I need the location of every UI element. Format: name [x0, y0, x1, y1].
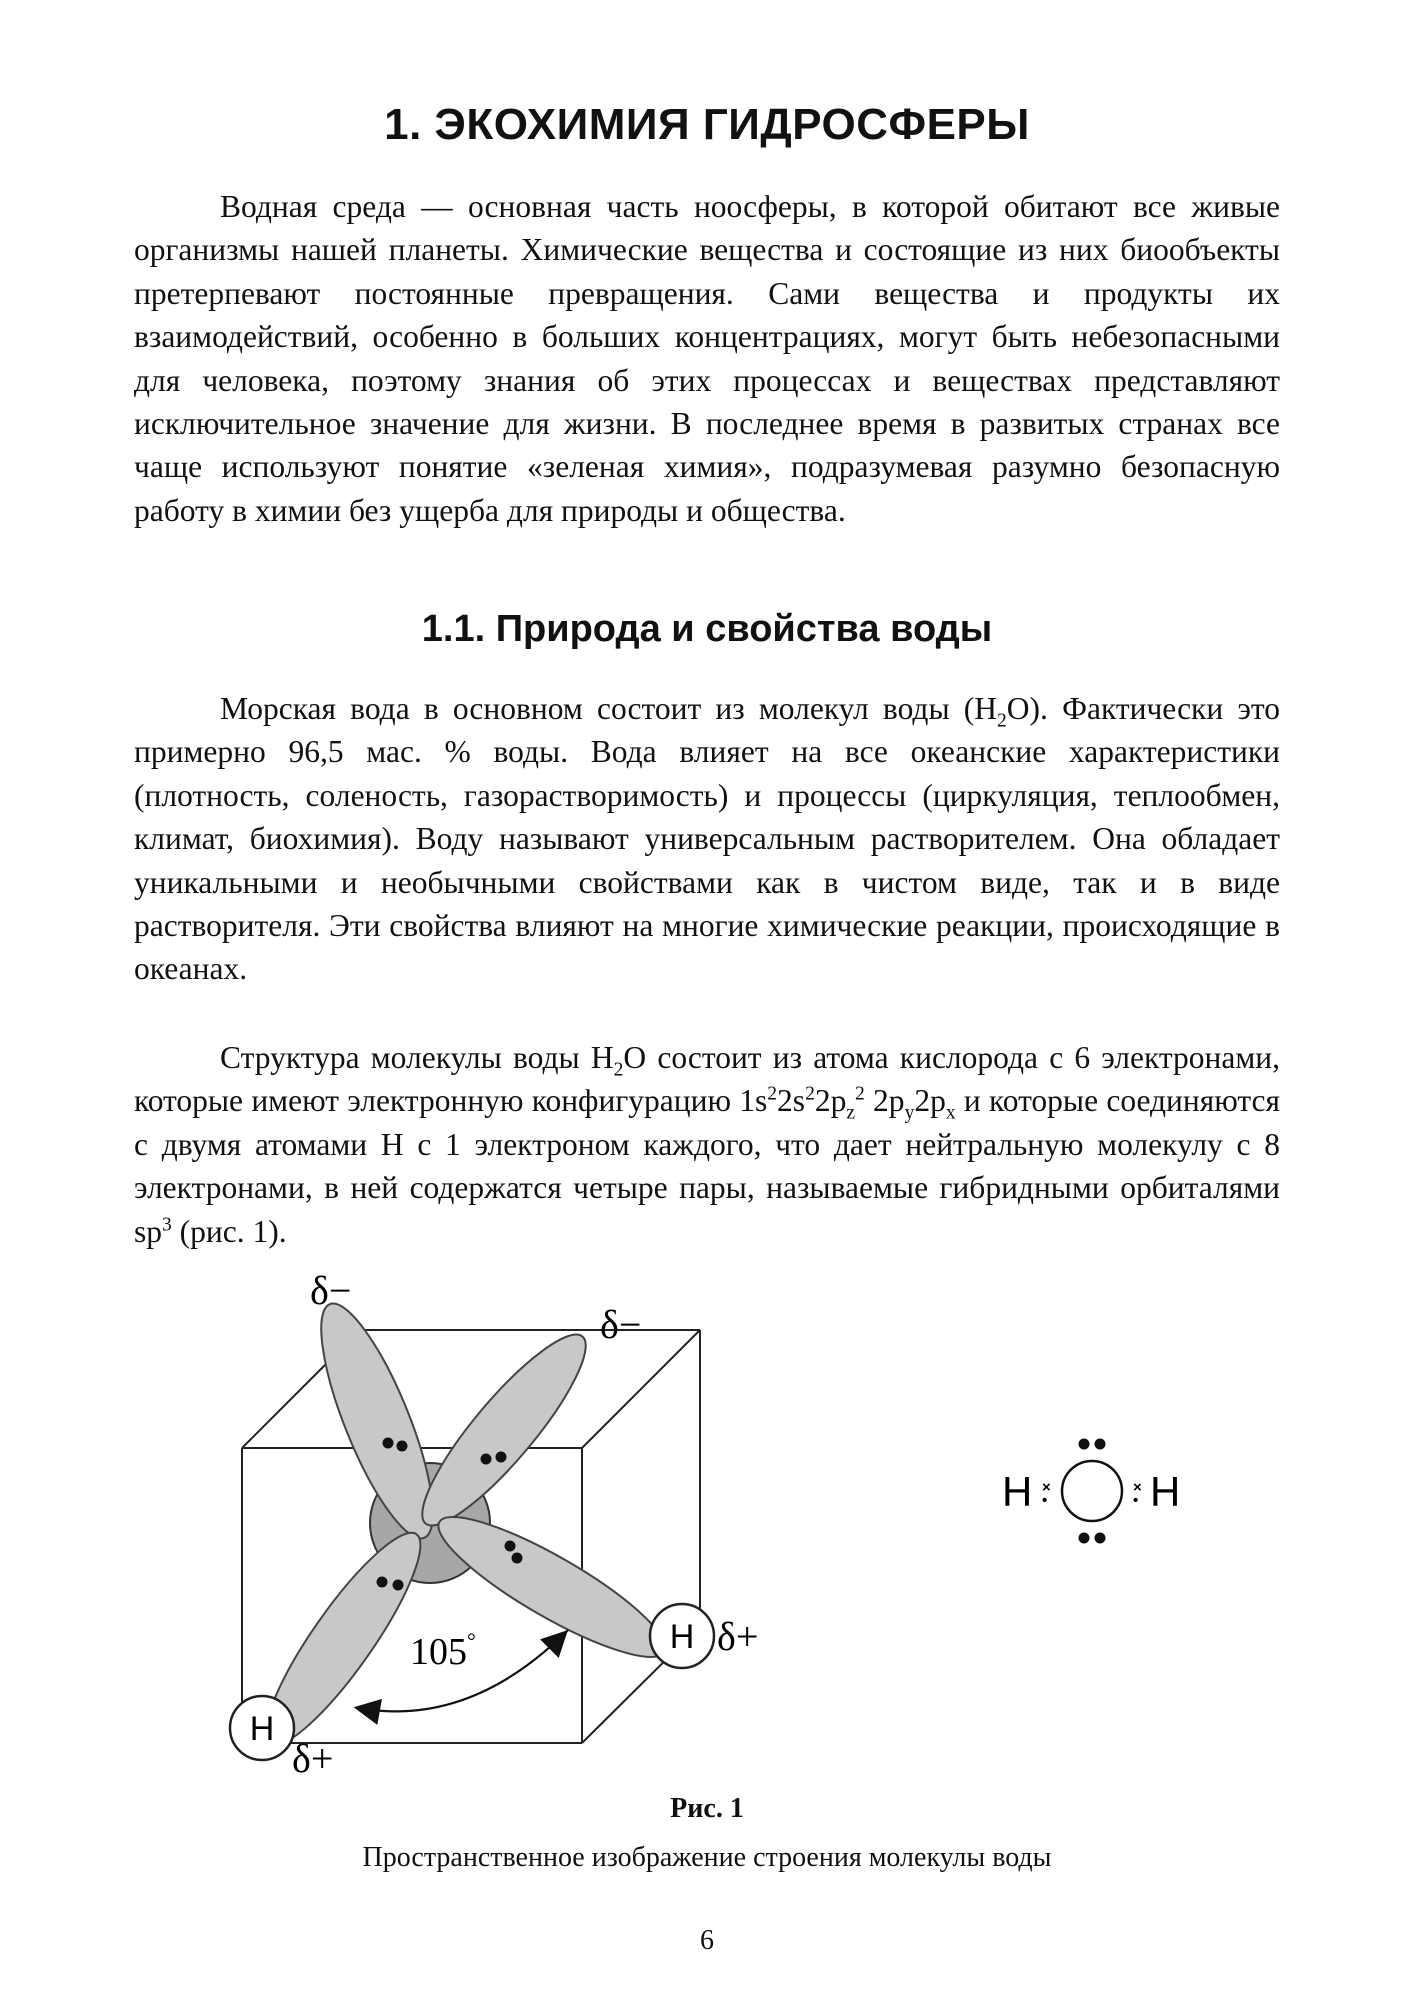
text-run: 2p	[814, 1083, 847, 1119]
text-run: (рис. 1).	[171, 1213, 287, 1249]
lewis-bond-electrons-left: ×	[1042, 1479, 1051, 1496]
text-run: 2p	[864, 1083, 905, 1119]
page-number: 6	[700, 1925, 714, 1956]
lewis-right-hydrogen: H	[1150, 1468, 1181, 1515]
superscript: 2	[805, 1083, 815, 1105]
section-title: 1.1. Природа и свойства воды	[421, 608, 993, 650]
chapter-title: 1. ЭКОХИМИЯ ГИДРОСФЕРЫ	[384, 100, 1030, 149]
text-run: и которые соединяются с двумя атомами H с 1 электроном каждого, что дает нейтральную молекулу с 8 электронами, в ней содержатся четыре пары, называемые гибридными орбиталями sp	[134, 1083, 1281, 1249]
water-properties-paragraph	[134, 687, 1280, 991]
figure-number: Рис. 1	[670, 1793, 744, 1824]
subscript: 2	[613, 1059, 624, 1081]
superscript: 3	[162, 1214, 172, 1236]
text-run: O). Фактически это примерно 96,5 мас. % воды. Вода влияет на все океанские характеристики (плотность, соленость, газорастворимость) и процессы (циркуляция, теплообмен, климат, биохимия). Воду называют универсальным растворителем. Она обладает уникальными и необычными свойствами как в чистом виде, так и в виде растворителя. Эти свойства влияют на многие химические реакции, происходящие в океанах.	[134, 691, 1280, 987]
lewis-bond-electrons-right: •	[1133, 1492, 1139, 1509]
lewis-structure	[1002, 1439, 1180, 1544]
text-run: 2p	[914, 1083, 946, 1119]
molecule-structure-paragraph	[134, 1036, 1280, 1253]
subscript: x	[945, 1102, 956, 1124]
lewis-bond-electrons-right: ×	[1133, 1479, 1142, 1496]
charge-label-right-hydrogen: δ+	[717, 1614, 759, 1659]
text-run: O состоит из атома кислорода с 6 электронами, которые имеют электронную конфигурацию 1s	[134, 1040, 1280, 1119]
charge-label-top-left: δ−	[310, 1268, 352, 1313]
text-run: 2s	[777, 1083, 806, 1119]
superscript: 2	[855, 1083, 865, 1105]
bond-angle-label: 105°	[410, 1628, 476, 1673]
charge-label-top-right: δ−	[600, 1302, 642, 1347]
hydrogen-label-right: H	[669, 1618, 695, 1656]
lewis-bond-electrons-left: •	[1042, 1492, 1048, 1509]
orbital-lobe-top-right	[403, 1317, 606, 1542]
hydrogen-label-left: H	[249, 1710, 275, 1748]
subscript: y	[904, 1102, 915, 1124]
text-run: Структура молекулы воды H	[220, 1040, 614, 1075]
lewis-oxygen-circle	[1062, 1461, 1122, 1521]
lewis-left-hydrogen: H	[1002, 1468, 1033, 1515]
text-run: Морская вода в основном состоит из молекул воды (H	[220, 691, 998, 726]
subscript: 2	[997, 710, 1007, 732]
charge-label-left-hydrogen: δ+	[292, 1736, 334, 1778]
superscript: 2	[767, 1083, 778, 1105]
water-molecule-figure	[220, 1258, 1200, 1778]
subscript: z	[846, 1102, 855, 1124]
figure-caption: Пространственное изображение строения молекулы воды	[362, 1842, 1052, 1873]
intro-paragraph: Водная среда — основная часть ноосферы, в которой обитают все живые организмы нашей планеты. Химические вещества и состоящие из них биообъекты претерпевают постоянные превращения. Сами вещества и продукты их взаимодействий, особенно в больших концентрациях, могут быть небезопасными для человека, поэтому знания об этих процессах и веществах представляют исключительное значение для жизни. В последнее время в развитых странах все чаще используют понятие «зеленая химия», подразумевая разумно безопасную работу в химии без ущерба для природы и общества.	[134, 189, 1280, 528]
